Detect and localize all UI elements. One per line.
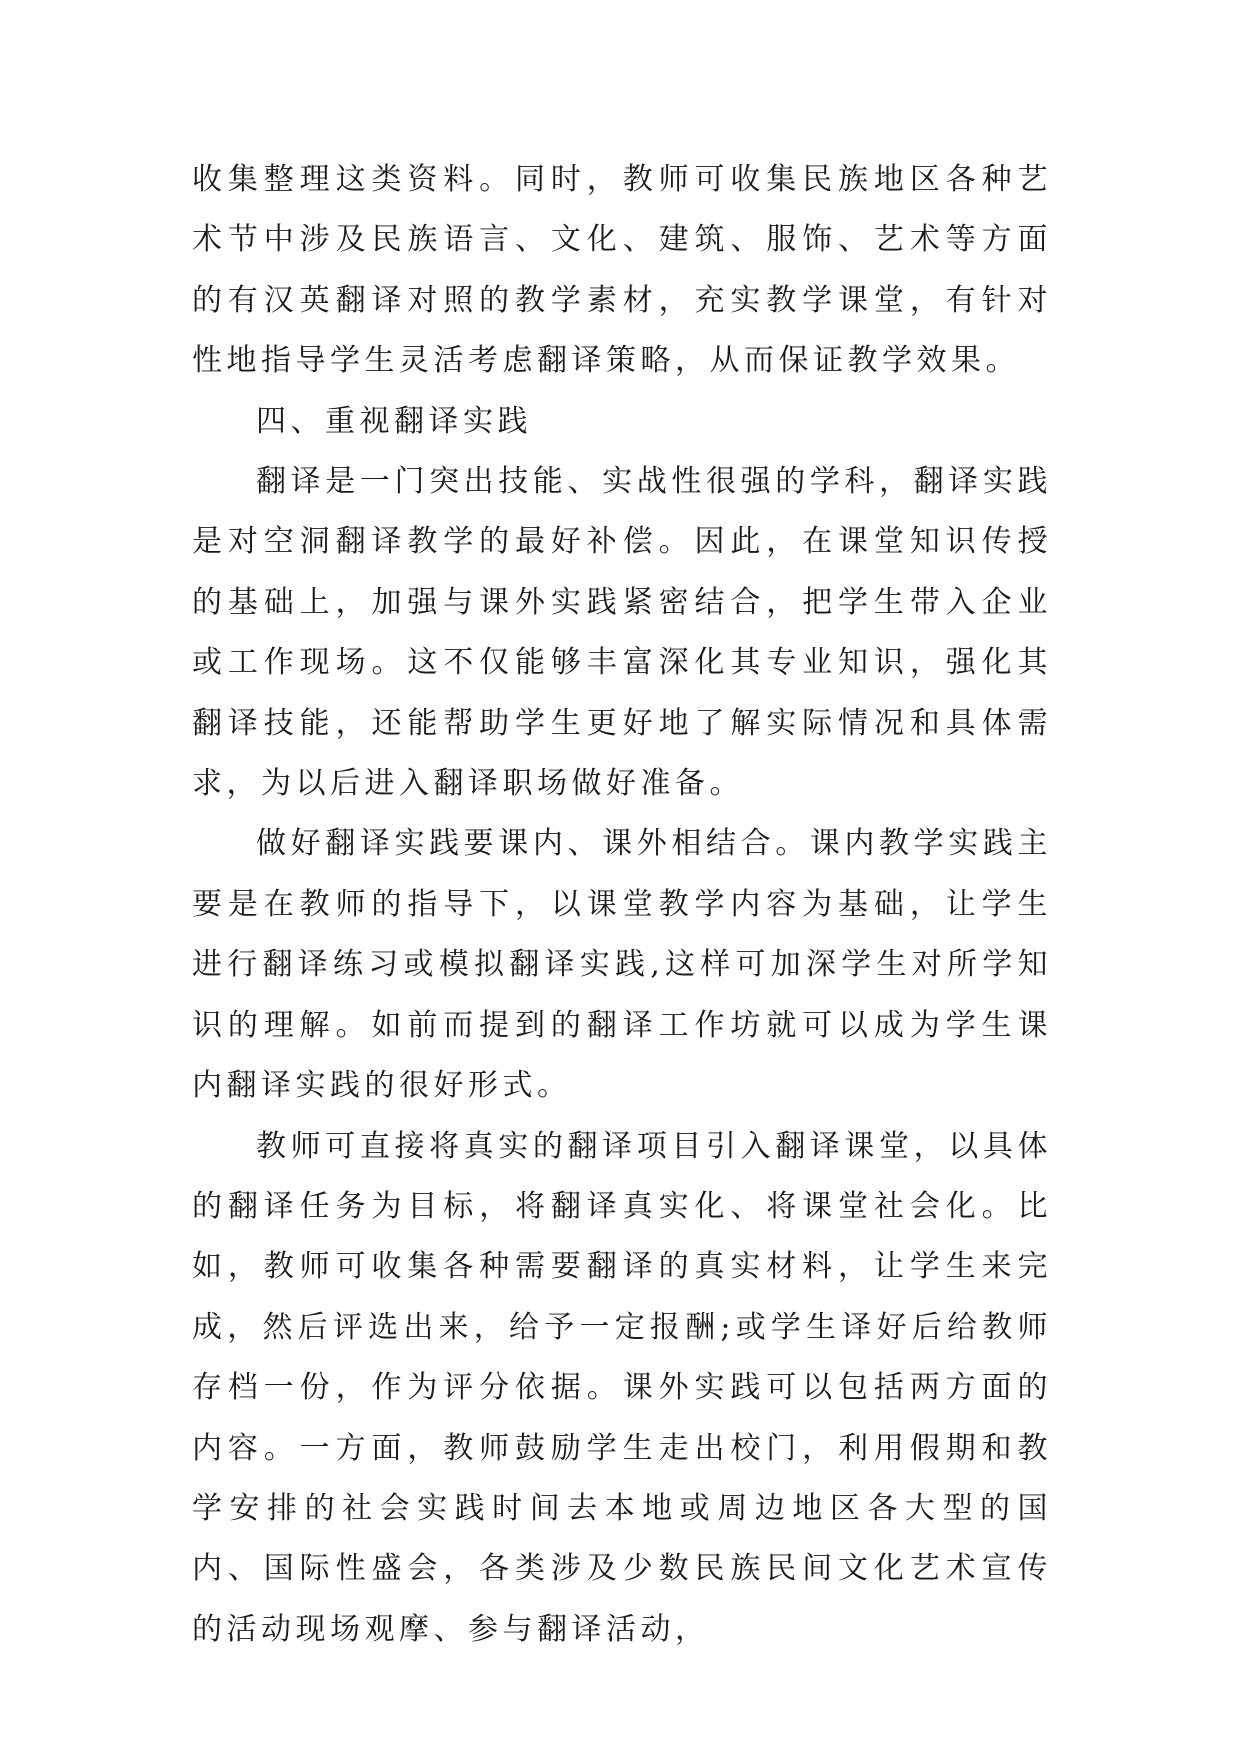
section-heading: 四、重视翻译实践 xyxy=(256,403,532,439)
paragraph-continuation: 收集整理这类资料。同时，教师可收集民族地区各种艺术节中涉及民族语言、文化、建筑、服饰、艺术等方面的有汉英翻译对照的教学素材，充实教学课堂，有针对性地指导学生灵活考虑翻译策略，从而保证教学效果。 xyxy=(192,162,1052,379)
paragraph-in-class-practice: 做好翻译实践要课内、课外相结合。课内教学实践主要是在教师的指导下，以课堂教学内容为基础，让学生进行翻译练习或模拟翻译实践,这样可加深学生对所学知识的理解。如前而提到的翻译工作坊就可以成为学生课内翻译实践的很好形式。 xyxy=(192,826,1052,1104)
paragraph-translation-practice: 翻译是一门突出技能、实战性很强的学科，翻译实践是对空洞翻译教学的最好补偿。因此，在课堂知识传授的基础上，加强与课外实践紧密结合，把学生带入企业或工作现场。这不仅能够丰富深化其专业知识，强化其翻译技能，还能帮助学生更好地了解实际情况和具体需求，为以后进入翻译职场做好准备。 xyxy=(192,464,1052,802)
document-body xyxy=(192,150,1052,1660)
paragraph-real-projects: 教师可直接将真实的翻译项目引入翻译课堂，以具体的翻译任务为目标，将翻译真实化、将课堂社会化。比如，教师可收集各种需要翻译的真实材料，让学生来完成，然后评选出来，给予一定报酬;或学生译好后给教师存档一份，作为评分依据。课外实践可以包括两方面的内容。一方面，教师鼓励学生走出校门，利用假期和教学安排的社会实践时间去本地或周边地区各大型的国内、国际性盛会，各类涉及少数民族民间文化艺术宣传的活动现场观摩、参与翻译活动， xyxy=(192,1128,1052,1647)
